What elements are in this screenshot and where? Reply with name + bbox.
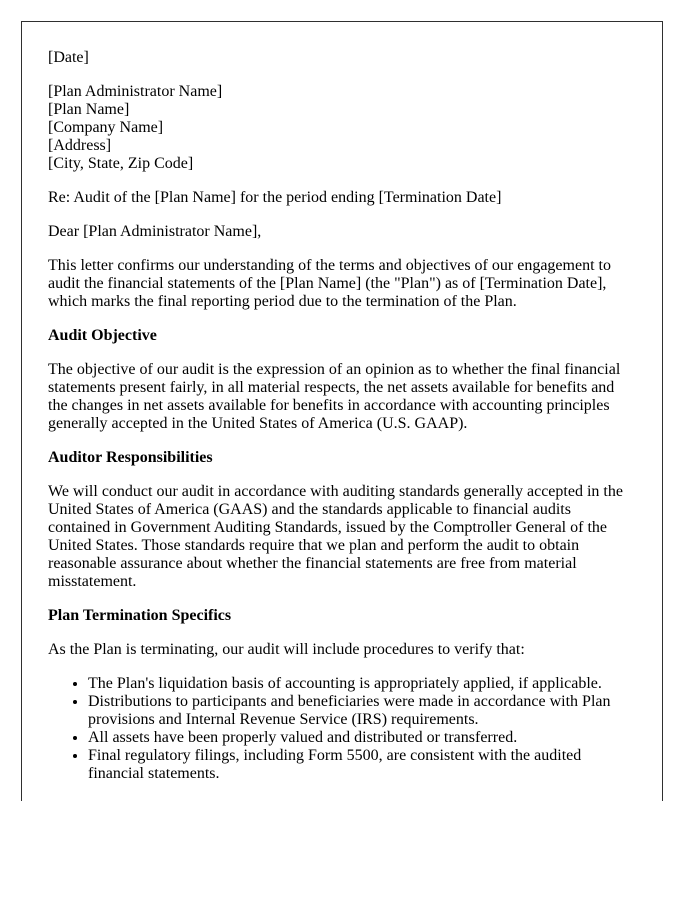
recipient-line-administrator: [Plan Administrator Name] (48, 83, 223, 100)
salutation-line: Dear [Plan Administrator Name], (48, 223, 262, 240)
intro-paragraph: This letter confirms our understanding of the terms and objectives of our engagement to audit the financial statements of the [Plan Name] (the "Plan") as of [Termination Date], which marks the final reporting period due to the termination of the Plan. (48, 257, 611, 310)
recipient-block (48, 83, 636, 173)
section-heading-audit-objective: Audit Objective (48, 327, 157, 344)
recipient-line-address: [Address] (48, 137, 112, 154)
bullet-item-assets-valued: • All assets have been properly valued and distributed or transferred. (88, 729, 636, 747)
recipient-line-plan: [Plan Name] (48, 101, 130, 118)
section-heading-auditor-responsibilities: Auditor Responsibilities (48, 449, 213, 466)
date-line: [Date] (48, 49, 89, 66)
subject-line: Re: Audit of the [Plan Name] for the period ending [Termination Date] (48, 189, 502, 206)
bullet-item-liquidation-basis: • The Plan's liquidation basis of accounting is appropriately applied, if applicable. (88, 675, 636, 693)
bullet-item-regulatory-filings: • Final regulatory filings, including Form 5500, are consistent with the audited financial statements. (88, 747, 636, 783)
bullet-list (48, 675, 636, 783)
section-body-audit-objective: The objective of our audit is the expression of an opinion as to whether the final financial statements present fairly, in all material respects, the net assets available for benefits and the changes in net assets available for benefits in accordance with accounting principles generally accepted in the United States of America (U.S. GAAP). (48, 361, 621, 432)
section-body-plan-termination-specifics: As the Plan is terminating, our audit will include procedures to verify that: (48, 641, 525, 658)
section-heading-plan-termination-specifics: Plan Termination Specifics (48, 607, 232, 624)
recipient-line-city-state-zip: [City, State, Zip Code] (48, 155, 194, 172)
recipient-line-company: [Company Name] (48, 119, 164, 136)
section-body-auditor-responsibilities: We will conduct our audit in accordance with auditing standards generally accepted in the United States of America (GAAS) and the standards applicable to financial audits contained in Government Auditing Standards, issued by the Comptroller General of the United States. Those standards require that we plan and perform the audit to obtain reasonable assurance about whether the financial statements are free from material misstatement. (48, 483, 623, 590)
letter-page (21, 21, 663, 801)
bullet-item-distributions: • Distributions to participants and beneficiaries were made in accordance with Plan provisions and Internal Revenue Service (IRS) requirements. (88, 693, 636, 729)
